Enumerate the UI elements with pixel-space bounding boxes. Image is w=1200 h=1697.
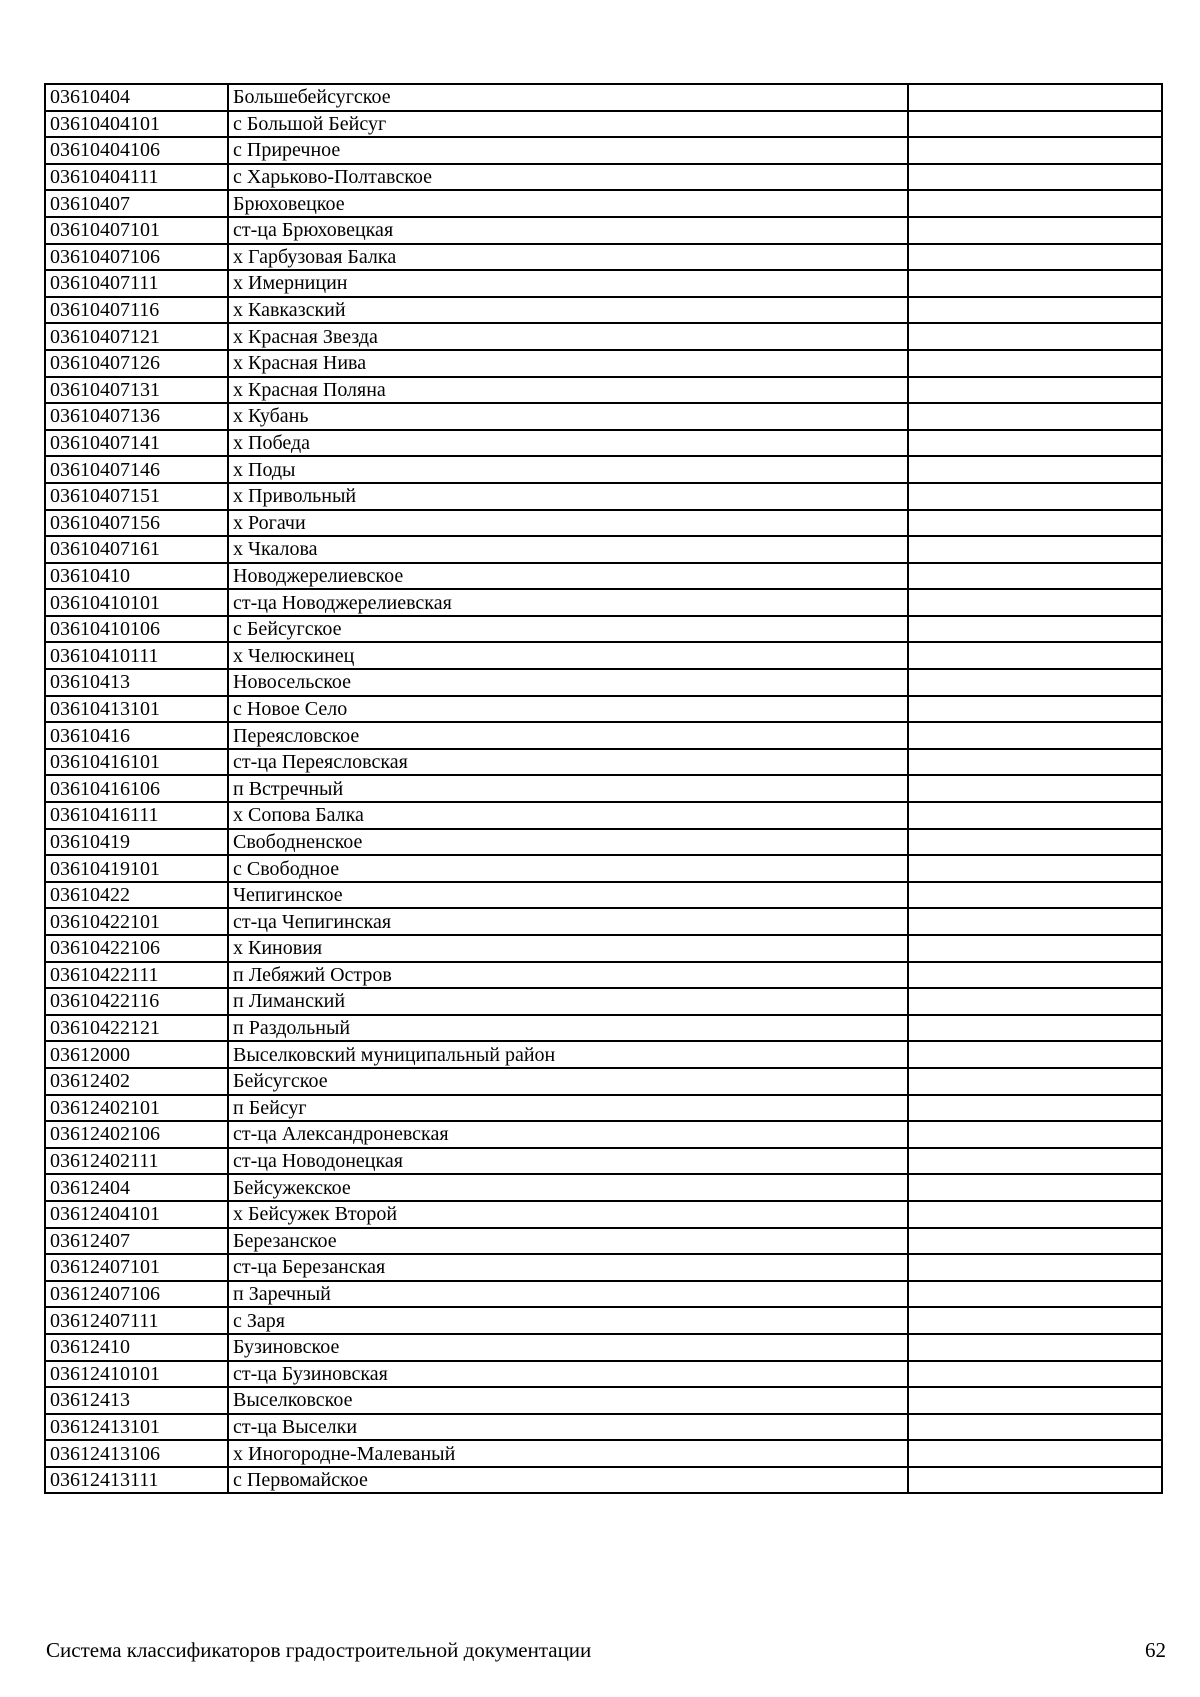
row-extra-cell (908, 483, 1162, 510)
row-code-cell: 03610410101 (45, 589, 228, 616)
row-code-cell: 03612413101 (45, 1414, 228, 1441)
row-name-cell: с Свободное (228, 855, 908, 882)
row-code-cell: 03610407106 (45, 244, 228, 271)
table-row (45, 217, 1162, 244)
classifier-table (44, 83, 1163, 1494)
row-extra-cell (908, 1148, 1162, 1175)
row-extra-cell (908, 563, 1162, 590)
row-extra-cell (908, 1414, 1162, 1441)
row-code-cell: 03610422 (45, 882, 228, 909)
row-name-cell: с Харьково-Полтавское (228, 164, 908, 191)
row-name-cell: с Приречное (228, 137, 908, 164)
table-row (45, 1361, 1162, 1388)
row-extra-cell (908, 1281, 1162, 1308)
row-name-cell: Березанское (228, 1228, 908, 1255)
row-name-cell: с Большой Бейсуг (228, 111, 908, 138)
row-code-cell: 03610407131 (45, 377, 228, 404)
row-code-cell: 03612413111 (45, 1467, 228, 1494)
row-extra-cell (908, 510, 1162, 537)
row-code-cell: 03610407116 (45, 297, 228, 324)
row-extra-cell (908, 1068, 1162, 1095)
row-extra-cell (908, 377, 1162, 404)
row-extra-cell (908, 1387, 1162, 1414)
row-name-cell: ст-ца Выселки (228, 1414, 908, 1441)
row-name-cell: х Сопова Балка (228, 802, 908, 829)
page-number: 62 (1145, 1638, 1166, 1662)
row-code-cell: 03612413 (45, 1387, 228, 1414)
row-extra-cell (908, 1121, 1162, 1148)
row-code-cell: 03612402 (45, 1068, 228, 1095)
table-row (45, 297, 1162, 324)
table-row (45, 244, 1162, 271)
row-extra-cell (908, 669, 1162, 696)
row-name-cell: х Киновия (228, 935, 908, 962)
table-row (45, 589, 1162, 616)
table-row (45, 1041, 1162, 1068)
row-name-cell: ст-ца Новодонецкая (228, 1148, 908, 1175)
row-extra-cell (908, 536, 1162, 563)
row-code-cell: 03610404111 (45, 164, 228, 191)
row-code-cell: 03610410111 (45, 642, 228, 669)
row-name-cell: п Раздольный (228, 1015, 908, 1042)
row-name-cell: х Бейсужек Второй (228, 1201, 908, 1228)
row-extra-cell (908, 1015, 1162, 1042)
row-name-cell: х Рогачи (228, 510, 908, 537)
row-name-cell: х Иногородне-Малеваный (228, 1440, 908, 1467)
row-name-cell: п Лиманский (228, 988, 908, 1015)
row-name-cell: ст-ца Брюховецкая (228, 217, 908, 244)
row-extra-cell (908, 456, 1162, 483)
row-code-cell: 03610410 (45, 563, 228, 590)
row-name-cell: х Челюскинец (228, 642, 908, 669)
row-extra-cell (908, 1334, 1162, 1361)
row-extra-cell (908, 1174, 1162, 1201)
row-extra-cell (908, 882, 1162, 909)
table-row (45, 510, 1162, 537)
table-row (45, 616, 1162, 643)
row-name-cell: Брюховецкое (228, 190, 908, 217)
row-name-cell: с Новое Село (228, 696, 908, 723)
row-name-cell: с Первомайское (228, 1467, 908, 1494)
row-code-cell: 03610419101 (45, 855, 228, 882)
row-name-cell: х Красная Звезда (228, 323, 908, 350)
row-extra-cell (908, 988, 1162, 1015)
table-row (45, 1015, 1162, 1042)
row-code-cell: 03612407 (45, 1228, 228, 1255)
row-code-cell: 03612407101 (45, 1254, 228, 1281)
table-row (45, 323, 1162, 350)
row-name-cell: ст-ца Березанская (228, 1254, 908, 1281)
row-extra-cell (908, 616, 1162, 643)
table-row (45, 1281, 1162, 1308)
table-row (45, 1414, 1162, 1441)
row-name-cell: х Привольный (228, 483, 908, 510)
row-extra-cell (908, 190, 1162, 217)
table-row (45, 111, 1162, 138)
row-code-cell: 03610416106 (45, 775, 228, 802)
table-row (45, 1228, 1162, 1255)
table-row (45, 775, 1162, 802)
row-extra-cell (908, 1467, 1162, 1494)
row-extra-cell (908, 1440, 1162, 1467)
row-extra-cell (908, 111, 1162, 138)
row-code-cell: 03612410101 (45, 1361, 228, 1388)
row-name-cell: х Красная Нива (228, 350, 908, 377)
table-row (45, 563, 1162, 590)
row-code-cell: 03610410106 (45, 616, 228, 643)
table-row (45, 1201, 1162, 1228)
table-row (45, 1254, 1162, 1281)
row-code-cell: 03610407 (45, 190, 228, 217)
row-code-cell: 03610416111 (45, 802, 228, 829)
row-name-cell: Бейсужекское (228, 1174, 908, 1201)
table-row (45, 456, 1162, 483)
row-code-cell: 03610413101 (45, 696, 228, 723)
row-code-cell: 03612407111 (45, 1307, 228, 1334)
row-code-cell: 03610404 (45, 84, 228, 111)
row-extra-cell (908, 430, 1162, 457)
row-code-cell: 03610407141 (45, 430, 228, 457)
row-code-cell: 03612404101 (45, 1201, 228, 1228)
table-row (45, 1148, 1162, 1175)
table-row (45, 988, 1162, 1015)
table-row (45, 536, 1162, 563)
row-extra-cell (908, 1361, 1162, 1388)
table-row (45, 164, 1162, 191)
row-name-cell: х Кавказский (228, 297, 908, 324)
row-name-cell: Свободненское (228, 829, 908, 856)
table-row (45, 350, 1162, 377)
table-row (45, 84, 1162, 111)
row-extra-cell (908, 137, 1162, 164)
row-extra-cell (908, 244, 1162, 271)
row-code-cell: 03610422121 (45, 1015, 228, 1042)
row-code-cell: 03610416101 (45, 749, 228, 776)
row-name-cell: с Бейсугское (228, 616, 908, 643)
row-name-cell: п Лебяжий Остров (228, 962, 908, 989)
table-row (45, 430, 1162, 457)
row-name-cell: Выселковский муниципальный район (228, 1041, 908, 1068)
row-extra-cell (908, 84, 1162, 111)
row-name-cell: с Заря (228, 1307, 908, 1334)
row-code-cell: 03612402101 (45, 1095, 228, 1122)
table-row (45, 403, 1162, 430)
table-row (45, 190, 1162, 217)
row-code-cell: 03610407151 (45, 483, 228, 510)
row-code-cell: 03612402111 (45, 1148, 228, 1175)
row-name-cell: Чепигинское (228, 882, 908, 909)
row-code-cell: 03610407126 (45, 350, 228, 377)
footer-document-title: Система классификаторов градостроительной документации (46, 1638, 592, 1662)
row-extra-cell (908, 722, 1162, 749)
table-row (45, 1174, 1162, 1201)
row-extra-cell (908, 908, 1162, 935)
row-extra-cell (908, 1228, 1162, 1255)
table-row (45, 749, 1162, 776)
row-extra-cell (908, 297, 1162, 324)
row-code-cell: 03610422101 (45, 908, 228, 935)
row-extra-cell (908, 855, 1162, 882)
row-code-cell: 03610422116 (45, 988, 228, 1015)
table-row (45, 1334, 1162, 1361)
row-code-cell: 03612404 (45, 1174, 228, 1201)
row-extra-cell (908, 1254, 1162, 1281)
table-row (45, 1387, 1162, 1414)
table-row (45, 696, 1162, 723)
row-name-cell: п Заречный (228, 1281, 908, 1308)
row-name-cell: х Красная Поляна (228, 377, 908, 404)
table-row (45, 137, 1162, 164)
table-row (45, 642, 1162, 669)
row-code-cell: 03610407161 (45, 536, 228, 563)
row-code-cell: 03610413 (45, 669, 228, 696)
row-name-cell: х Кубань (228, 403, 908, 430)
row-name-cell: ст-ца Чепигинская (228, 908, 908, 935)
row-code-cell: 03612413106 (45, 1440, 228, 1467)
row-name-cell: Бузиновское (228, 1334, 908, 1361)
row-extra-cell (908, 802, 1162, 829)
row-name-cell: п Бейсуг (228, 1095, 908, 1122)
row-code-cell: 03610404106 (45, 137, 228, 164)
row-name-cell: Переясловское (228, 722, 908, 749)
row-code-cell: 03610407101 (45, 217, 228, 244)
row-name-cell: ст-ца Александроневская (228, 1121, 908, 1148)
row-code-cell: 03612000 (45, 1041, 228, 1068)
table-row (45, 908, 1162, 935)
row-name-cell: Новосельское (228, 669, 908, 696)
row-extra-cell (908, 164, 1162, 191)
table-row (45, 829, 1162, 856)
row-name-cell: Большебейсугское (228, 84, 908, 111)
row-code-cell: 03610407121 (45, 323, 228, 350)
row-name-cell: х Поды (228, 456, 908, 483)
row-extra-cell (908, 962, 1162, 989)
table-row (45, 962, 1162, 989)
table-row (45, 669, 1162, 696)
row-code-cell: 03610419 (45, 829, 228, 856)
row-code-cell: 03610404101 (45, 111, 228, 138)
row-extra-cell (908, 589, 1162, 616)
row-code-cell: 03610407156 (45, 510, 228, 537)
row-extra-cell (908, 696, 1162, 723)
row-extra-cell (908, 935, 1162, 962)
row-code-cell: 03610407146 (45, 456, 228, 483)
row-name-cell: Бейсугское (228, 1068, 908, 1095)
row-name-cell: х Имерницин (228, 270, 908, 297)
table-row (45, 1068, 1162, 1095)
table-row (45, 935, 1162, 962)
row-code-cell: 03610422106 (45, 935, 228, 962)
row-extra-cell (908, 749, 1162, 776)
row-extra-cell (908, 1201, 1162, 1228)
table-row (45, 377, 1162, 404)
row-code-cell: 03610407111 (45, 270, 228, 297)
row-code-cell: 03612410 (45, 1334, 228, 1361)
row-name-cell: п Встречный (228, 775, 908, 802)
row-extra-cell (908, 217, 1162, 244)
table-row (45, 270, 1162, 297)
row-name-cell: Выселковское (228, 1387, 908, 1414)
table-row (45, 855, 1162, 882)
row-extra-cell (908, 1307, 1162, 1334)
row-extra-cell (908, 642, 1162, 669)
table-row (45, 1467, 1162, 1494)
table-row (45, 722, 1162, 749)
row-name-cell: ст-ца Бузиновская (228, 1361, 908, 1388)
row-extra-cell (908, 1041, 1162, 1068)
row-name-cell: ст-ца Переясловская (228, 749, 908, 776)
row-name-cell: ст-ца Новоджерелиевская (228, 589, 908, 616)
row-name-cell: х Чкалова (228, 536, 908, 563)
row-extra-cell (908, 270, 1162, 297)
row-code-cell: 03610416 (45, 722, 228, 749)
table-row (45, 1095, 1162, 1122)
table-row (45, 1307, 1162, 1334)
row-code-cell: 03612402106 (45, 1121, 228, 1148)
row-extra-cell (908, 775, 1162, 802)
row-extra-cell (908, 403, 1162, 430)
row-extra-cell (908, 350, 1162, 377)
row-code-cell: 03610407136 (45, 403, 228, 430)
table-row (45, 1121, 1162, 1148)
row-code-cell: 03610422111 (45, 962, 228, 989)
row-extra-cell (908, 323, 1162, 350)
table-row (45, 802, 1162, 829)
table-row (45, 882, 1162, 909)
row-name-cell: х Гарбузовая Балка (228, 244, 908, 271)
table-row (45, 1440, 1162, 1467)
table-row (45, 483, 1162, 510)
classifier-table-body (45, 84, 1162, 1493)
row-name-cell: х Победа (228, 430, 908, 457)
row-extra-cell (908, 1095, 1162, 1122)
row-name-cell: Новоджерелиевское (228, 563, 908, 590)
row-extra-cell (908, 829, 1162, 856)
row-code-cell: 03612407106 (45, 1281, 228, 1308)
